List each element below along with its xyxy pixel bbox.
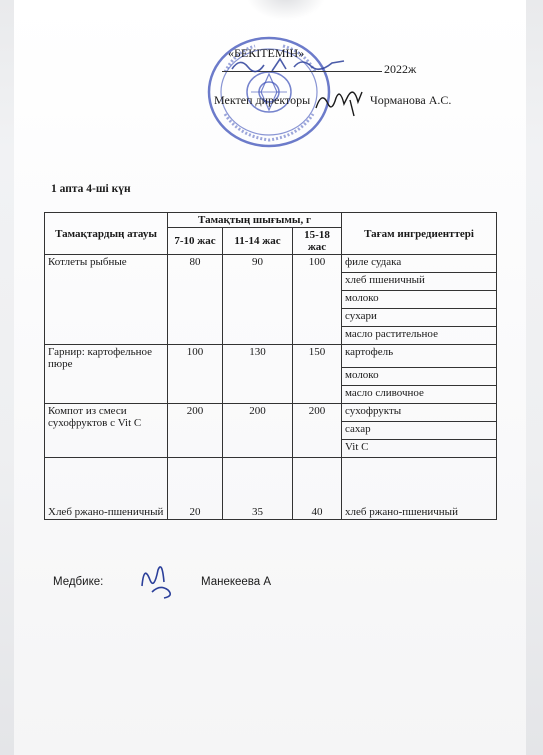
ingredient: масло растительное [342,327,497,345]
ingredient: Vit C [342,440,497,458]
dish-name: Котлеты рыбные [45,255,168,345]
ingredient: сухофрукты [342,404,497,422]
header-age-7-10: 7-10 жас [168,228,223,255]
portion-11-14: 35 [223,458,293,520]
ingredient: молоко [342,368,497,386]
header-dish-name: Тамақтардың атауы [45,213,168,255]
table-row [45,404,497,422]
header-ingredients: Тағам ингредиенттері [342,213,497,255]
ingredient: картофель [342,345,497,368]
header-age-11-14: 11-14 жас [223,228,293,255]
portion-15-18: 150 [293,345,342,404]
date-handwriting [228,55,348,77]
portion-7-10: 200 [168,404,223,458]
approval-year: 2022ж [384,62,417,76]
director-label: Мектеп директоры [214,93,311,107]
ingredient: хлеб ржано-пшеничный [342,458,497,520]
header-output: Тамақтың шығымы, г [168,213,342,228]
table-header-row [45,213,497,228]
paper-clip-shadow [246,0,326,20]
dish-name: Компот из смеси сухофруктов с Vit C [45,404,168,458]
nurse-signature [138,556,178,600]
portion-15-18: 200 [293,404,342,458]
portion-11-14: 130 [223,345,293,404]
portion-15-18: 40 [293,458,342,520]
table-row [45,345,497,368]
header-age-15-18: 15-18 жас [293,228,342,255]
portion-7-10: 20 [168,458,223,520]
director-name: Чорманова А.С. [370,93,452,107]
week-day-title: 1 апта 4-ші күн [51,183,131,195]
nurse-name: Манекеева А [201,576,272,588]
portion-11-14: 200 [223,404,293,458]
dish-name: Гарнир: картофельное пюре [45,345,168,404]
portion-7-10: 100 [168,345,223,404]
ingredient: молоко [342,291,497,309]
menu-table [44,212,497,520]
ingredient: хлеб пшеничный [342,273,497,291]
ingredient: филе судака [342,255,497,273]
table-row [45,255,497,273]
nurse-label: Медбике: [53,576,104,588]
ingredient: сухари [342,309,497,327]
portion-7-10: 80 [168,255,223,345]
ingredient: сахар [342,422,497,440]
portion-15-18: 100 [293,255,342,345]
table-row [45,458,497,520]
dish-name: Хлеб ржано-пшеничный [45,458,168,520]
portion-11-14: 90 [223,255,293,345]
director-signature [314,84,372,118]
approval-heading: «БЕКІТЕМІН» [228,46,305,60]
ingredient: масло сливочное [342,386,497,404]
